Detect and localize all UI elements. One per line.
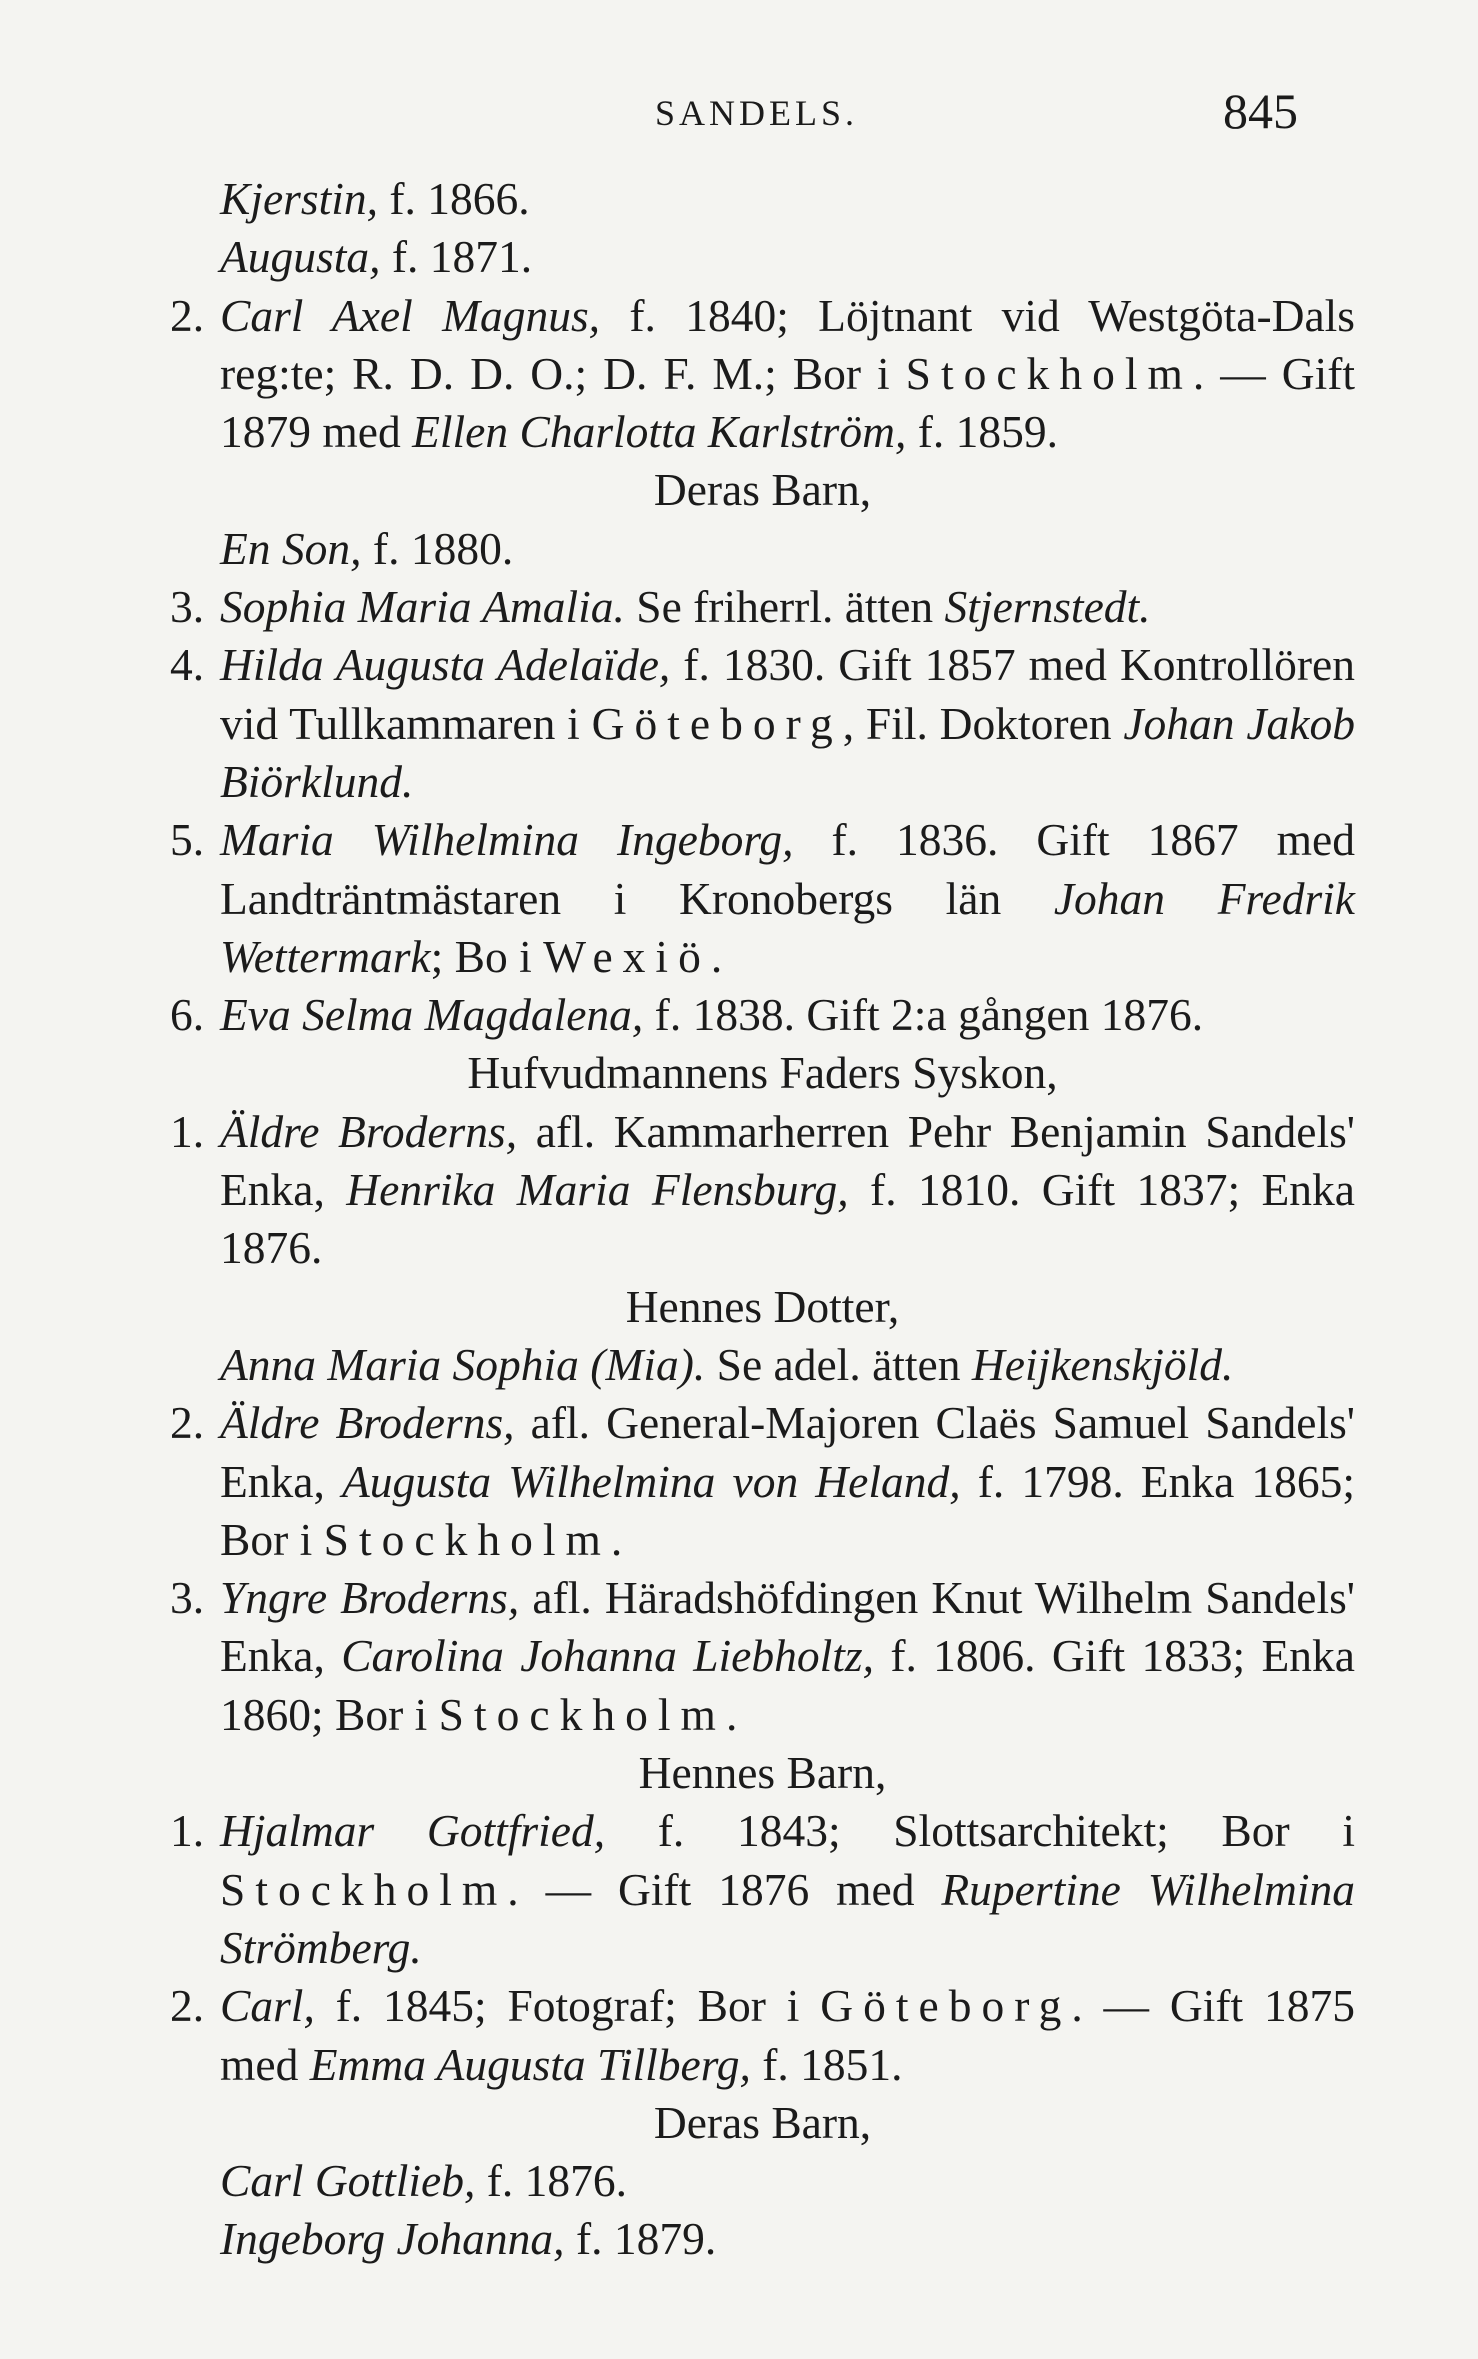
spouse-name: Johan Fredrik Wettermark [220, 872, 1355, 982]
entry-text: f. 1859. [906, 406, 1058, 458]
place-name: Göteborg [591, 697, 843, 749]
section-heading: Deras Barn, [653, 2096, 872, 2148]
entry-number: 6. [170, 989, 205, 1041]
entry-text: f. 1851. [750, 2038, 903, 2090]
entry-number: 2. [170, 1980, 205, 2032]
place-name: Wexiö [543, 930, 711, 982]
running-title: SANDELS. [654, 93, 859, 133]
entry-text: . [710, 930, 723, 982]
entry-number: 5. [170, 814, 205, 866]
entry-aldre-broderns-2 [170, 1394, 1355, 1569]
entry-carl-gottlieb [170, 2152, 1355, 2210]
person-name: Carl, [220, 1980, 315, 2032]
person-name: Anna Maria Sophia (Mia). [220, 1338, 706, 1390]
entry-text: , Fil. Doktoren [842, 697, 1124, 749]
spouse-name: Henrika Maria Flensburg, [346, 1164, 849, 1216]
entry-maria [170, 811, 1355, 986]
person-name: Hilda Augusta Adelaïde, [220, 639, 671, 691]
entry-text: f. 1810. Gift 1837; Enka 1876. [220, 1164, 1355, 1274]
place-name: Göteborg [820, 1980, 1072, 2032]
person-name: Eva Selma Magdalena, [220, 989, 644, 1041]
person-name: Äldre Broderns, [220, 1397, 515, 1449]
entry-text: f. 1866. [378, 173, 530, 224]
entry-text: . — Gift 1875 med [220, 1980, 1355, 2090]
entry-text: afl. General-Majoren Claës Samuel Sandels' Enka, [220, 1397, 1355, 1507]
place-name: Stockholm [220, 1863, 508, 1915]
page-header [215, 78, 1298, 138]
person-name: Sophia Maria Amalia. [220, 581, 625, 633]
spouse-name: Ellen Charlotta Karlström, [412, 406, 907, 458]
entry-anna-maria [170, 1336, 1355, 1394]
page-number: 845 [1223, 83, 1298, 139]
entry-text: ; Bo i [430, 930, 544, 982]
entry-hjalmar [170, 1802, 1355, 1977]
spouse-name: Rupertine Wilhelmina Strömberg. [220, 1863, 1355, 1973]
section-heading: Deras Barn, [653, 464, 872, 516]
page-body [170, 170, 1355, 2269]
entry-text: Se adel. ätten [705, 1338, 972, 1390]
person-name: Yngre Broderns, [220, 1572, 520, 1624]
entry-text: f. 1880. [361, 522, 514, 574]
entry-text: f. 1830. Gift 1857 med Kontrollören vid Tullkammaren i [220, 639, 1355, 749]
entry-number: 1. [170, 1105, 205, 1157]
entry-text: afl. Kammarherren Pehr Benjamin Sandels' Enka, [220, 1105, 1355, 1216]
place-name: Stockholm [323, 1513, 611, 1565]
family-reference: Heijkenskjöld. [971, 1338, 1234, 1390]
section-heading: Hufvudmannens Faders Syskon, [467, 1047, 1058, 1099]
entry-number: 3. [170, 1572, 205, 1624]
entry-text: . — Gift 1876 med [507, 1863, 942, 1915]
entry-number: 2. [170, 1397, 205, 1449]
entry-augusta [170, 228, 1355, 286]
spouse-name: Emma Augusta Tillberg, [309, 2038, 751, 2090]
entry-aldre-broderns-1 [170, 1103, 1355, 1278]
place-name: Stockholm [905, 347, 1193, 399]
entry-hilda [170, 636, 1355, 811]
section-heading: Hennes Dotter, [625, 1280, 900, 1332]
entry-yngre-broderns [170, 1569, 1355, 1744]
person-name: Ingeborg Johanna, [220, 2213, 565, 2265]
entry-text: . [610, 1513, 623, 1565]
person-name: Äldre Broderns, [220, 1105, 518, 1157]
entry-number: 1. [170, 1805, 205, 1857]
entry-text: Se friherrl. ätten [624, 581, 945, 633]
place-name: Stockholm [438, 1688, 726, 1740]
entry-carl-axel-magnus [170, 287, 1355, 462]
entry-text: f. 1798. Enka 1865; Bor i [220, 1455, 1355, 1565]
entry-text: . — Gift 1879 med [220, 347, 1355, 458]
entry-eva [170, 986, 1355, 1044]
entry-text: f. 1806. Gift 1833; Enka 1860; Bor i [220, 1630, 1355, 1740]
entry-text: f. 1840; Löjtnant vid Westgöta-Dals reg:te; R. D. D. O.; D. F. M.; Bor i [220, 289, 1355, 399]
person-name: Carl Axel Magnus, [220, 289, 601, 341]
entry-number: 4. [170, 639, 205, 691]
person-name: Kjerstin, [220, 173, 379, 224]
entry-carl [170, 1977, 1355, 2094]
person-name: Augusta, [220, 231, 381, 283]
spouse-name: Carolina Johanna Liebholtz, [341, 1630, 874, 1682]
person-name: Carl Gottlieb, [220, 2155, 476, 2207]
entry-kjerstin [170, 170, 1355, 228]
entry-text: f. 1838. Gift 2:a gången 1876. [643, 989, 1204, 1041]
entry-text: f. 1836. Gift 1867 med Landträntmästaren i Kronobergs län [220, 814, 1355, 924]
entry-text: afl. Häradshöfdingen Knut Wilhelm Sandels' Enka, [220, 1572, 1355, 1682]
entry-text: . [725, 1688, 738, 1740]
entry-number: 2. [170, 289, 205, 341]
person-name: Maria Wilhelmina Ingeborg, [220, 814, 794, 866]
family-reference: Stjernstedt. [944, 581, 1151, 633]
spouse-name: Augusta Wilhelmina von Heland, [341, 1455, 961, 1507]
entry-text: f. 1843; Slottsarchitekt; Bor i [605, 1805, 1355, 1857]
entry-text: f. 1871. [380, 231, 533, 283]
entry-en-son [170, 520, 1355, 578]
entry-number: 3. [170, 581, 205, 633]
section-heading: Hennes Barn, [638, 1747, 887, 1799]
entry-text: f. 1879. [564, 2213, 717, 2265]
entry-text: f. 1845; Fotograf; Bor i [314, 1980, 821, 2032]
spouse-name: Johan Jakob Biörklund. [220, 697, 1355, 807]
entry-sophia [170, 578, 1355, 636]
entry-text: f. 1876. [475, 2155, 627, 2207]
entry-ingeborg [170, 2210, 1355, 2268]
person-name: Hjalmar Gottfried, [220, 1805, 606, 1857]
person-name: En Son, [220, 522, 362, 574]
